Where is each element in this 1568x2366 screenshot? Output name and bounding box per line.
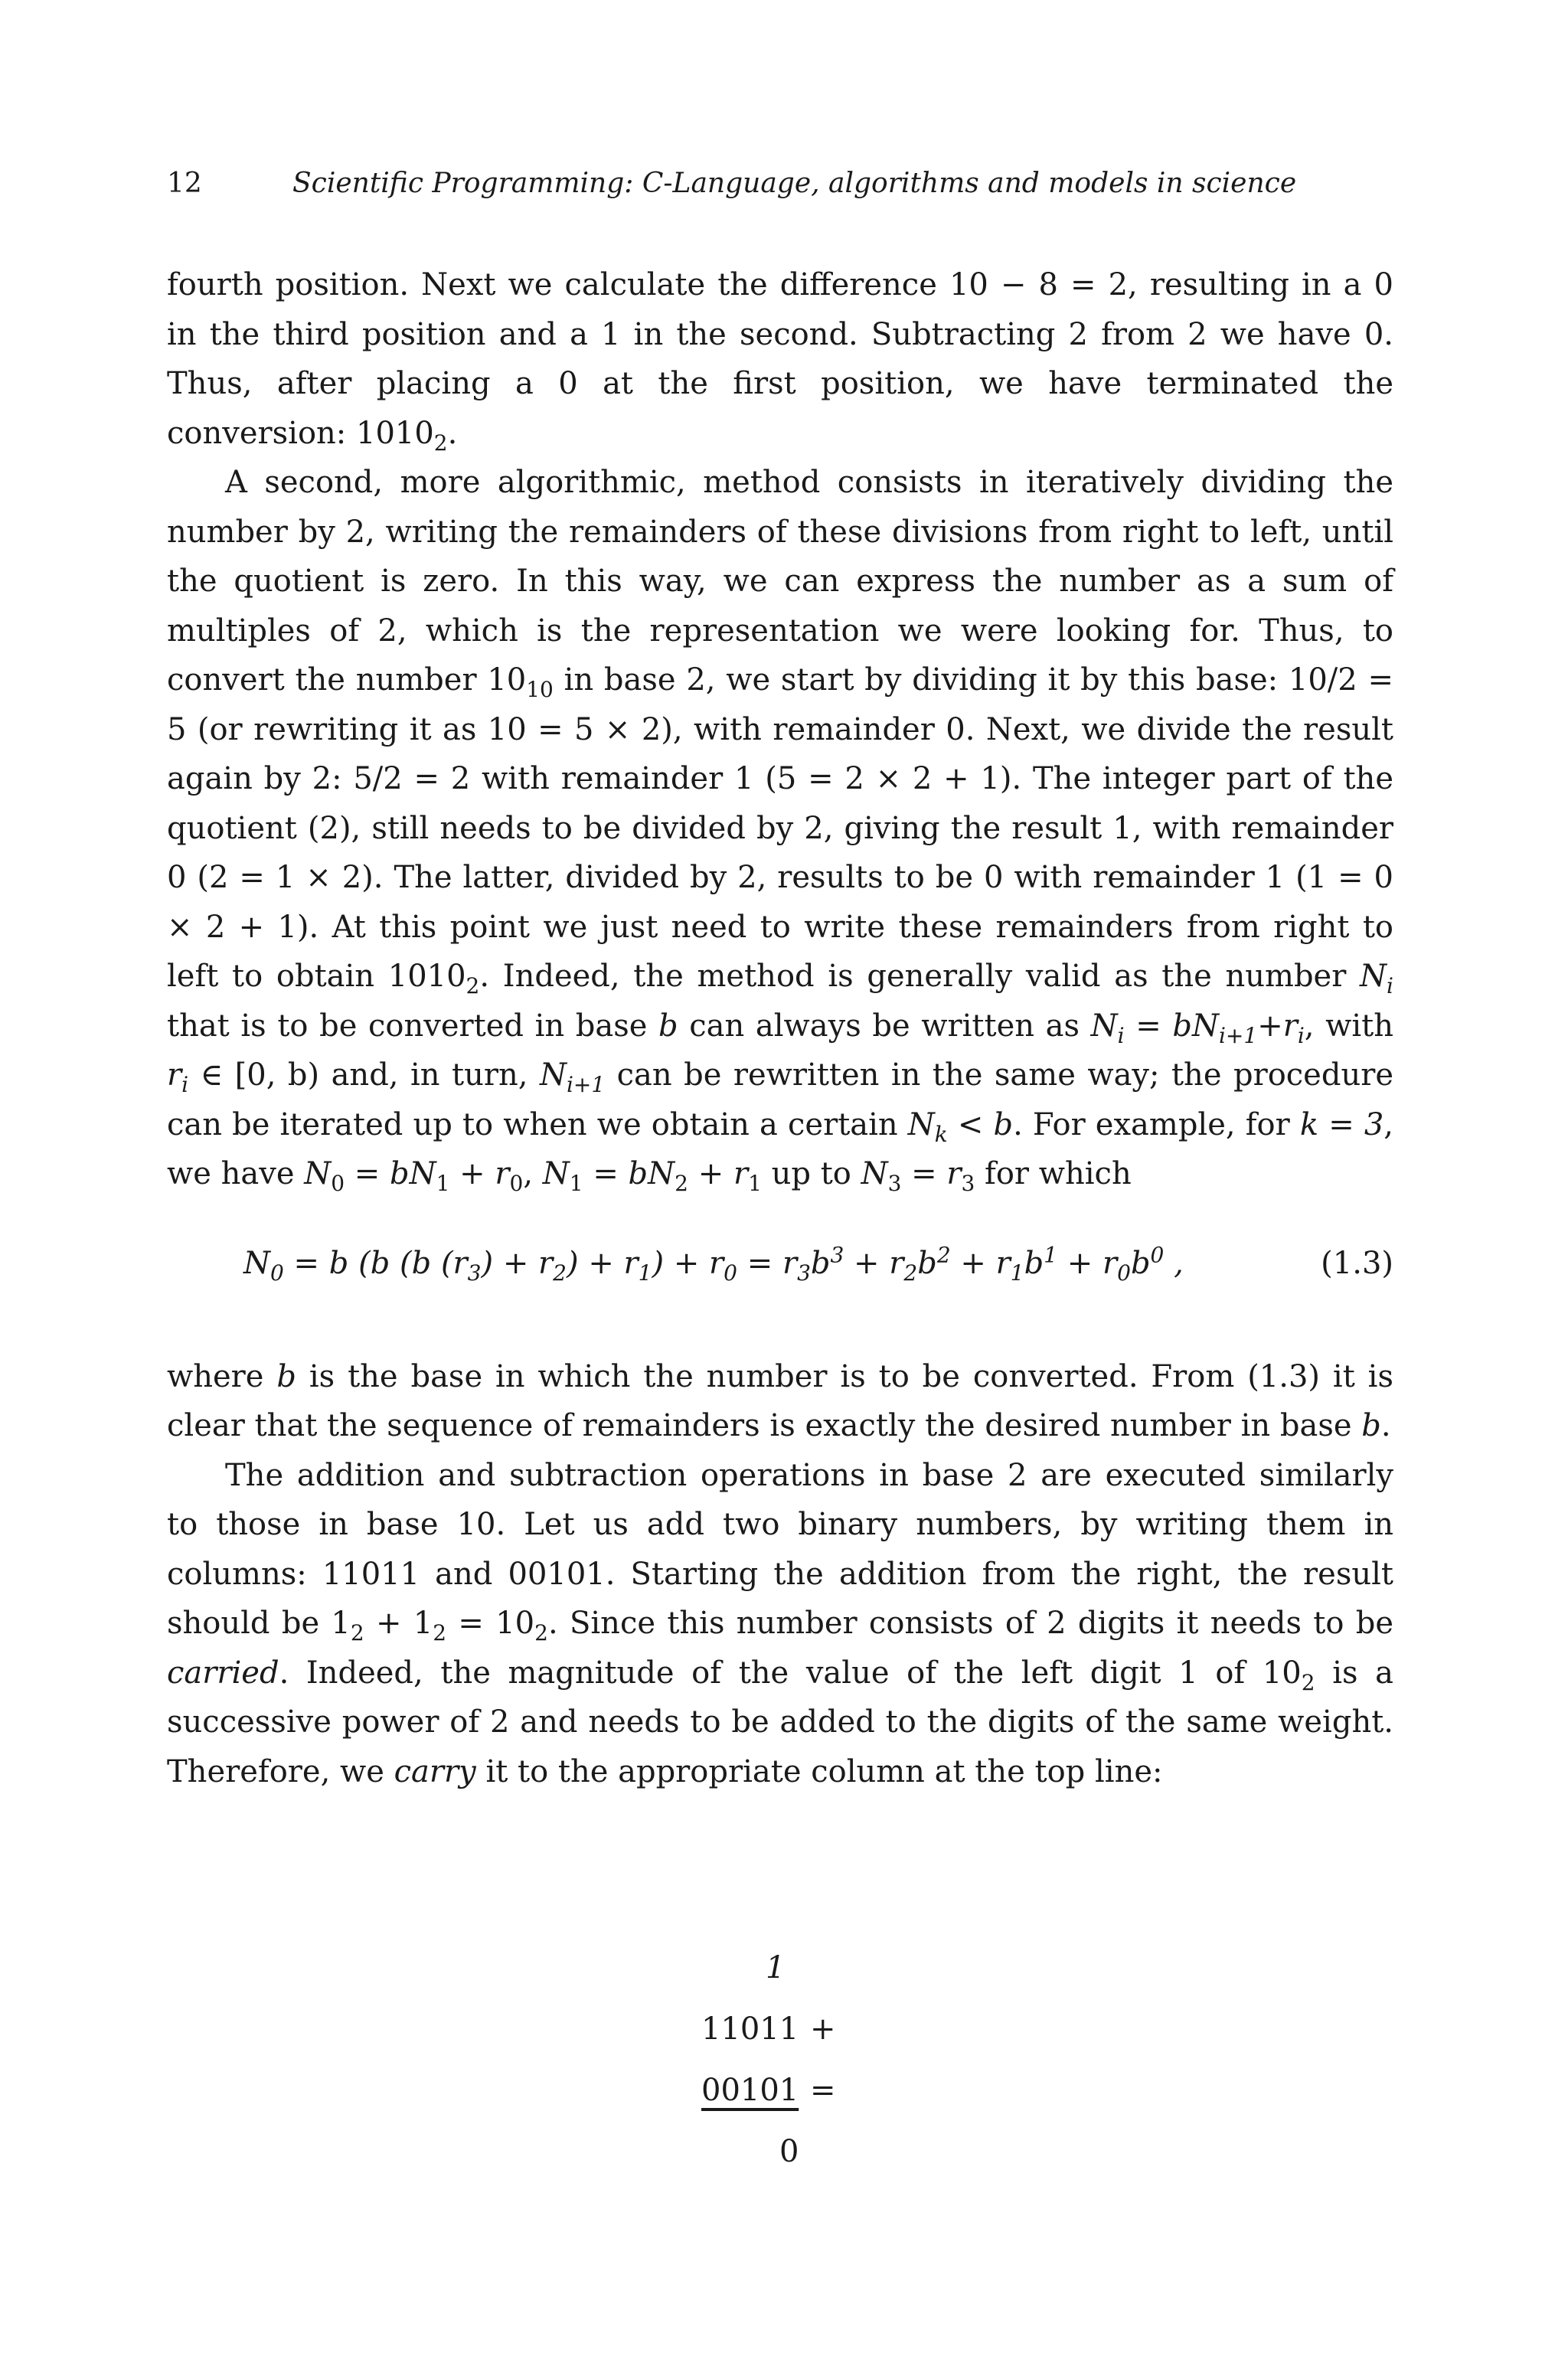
page-number: 12 (167, 168, 202, 199)
result-row (689, 2121, 919, 2182)
paragraph-4: The addition and subtraction operations in base 2 are executed similarly to those in base 10. Let us add two binary numbers, by writing them in columns: 11011 and 00101. Starting the addition from the right, the result should be $1_2 + 1_2 = 10_2$. Since this number consists of 2 digits it needs to be carried. Indeed, the magnitude of the value of the left digit 1 of $10_2$ is a successive power of 2 and needs to be added to the digits of the same weight. Therefore, we carry it to the appropriate column at the top line: (167, 1457, 1394, 1789)
plus-sign: + (810, 2011, 836, 2047)
addend-2: 00101 (701, 2073, 799, 2108)
carry-digit: 1 (766, 1950, 786, 1985)
partial-result: 0 (779, 2134, 799, 2169)
equation-1-3 (167, 1199, 1393, 1352)
addend-1: 11011 (701, 2011, 799, 2047)
paragraph-3: where b is the base in which the number is to be converted. From (1.3) it is clear that the sequence of remainders is exactly the desired number in base b. (167, 1358, 1393, 1443)
addend-row-2 (689, 2060, 919, 2121)
equation-body: $N_0 = b$ (b (b $(r_3) + r_2) + r_1) + r_0 = r_3b^3 + r_2b^2 + r_1b^1 + r_0b^0$ , (243, 1242, 1184, 1286)
addend-row-1 (689, 1998, 919, 2060)
running-title: Scientific Programming: C-Language, algorithms and models in science (292, 168, 1297, 199)
page-header (167, 161, 1393, 207)
binary-addition (689, 1937, 919, 2182)
paragraph-1: fourth position. Next we calculate the difference 10 − 8 = 2, resulting in a 0 in the third position and a 1 in the second. Subtracting 2 from 2 we have 0. Thus, after placing a 0 at the first position, we have terminated the conversion: $1010_2$. (167, 267, 1393, 456)
paragraph-2: A second, more algorithmic, method consists in iteratively dividing the number by 2, writing the remainders of these divisions from right to left, until the quotient is zero. In this way, we can express the number as a sum of multiples of 2, which is the representation we were looking for. Thus, to convert the number $10_{10}$ in base 2, we start by dividing it by this base: 10/2 = 5 (or rewriting it as 10 = 5 × 2), with remainder 0. Next, we divide the result again by 2: 5/2 = 2 with remainder 1 (5 = 2 × 2 + 1). The integer part of the quotient (2), still needs to be divided by 2, giving the result 1, with remainder 0 (2 = 1 × 2). The latter, divided by 2, results to be 0 with remainder 1 (1 = 0 × 2 + 1). At this point we just need to write these remainders from right to left to obtain $1010_2$. Indeed, the method is generally valid as the number $N_i$ that is to be converted in base b can always be written as $N_i = bN_{i+1}+r_i$, with $r_i$ ∈ [0, b) and, in turn, $N_{i+1}$ can be rewritten in the same way; the procedure can be iterated up to when we obtain a certain $N_k < b$. For example, for k = 3, we have $N_0 = bN_1 + r_0$, $N_1 = bN_2 + r_1$ up to $N_3 = r_3$ for which (167, 465, 1394, 1196)
equals-sign: = (810, 2073, 836, 2108)
equation-number: (1.3) (1321, 1245, 1393, 1281)
carry-row (689, 1937, 919, 1998)
body-text (167, 260, 1393, 1796)
